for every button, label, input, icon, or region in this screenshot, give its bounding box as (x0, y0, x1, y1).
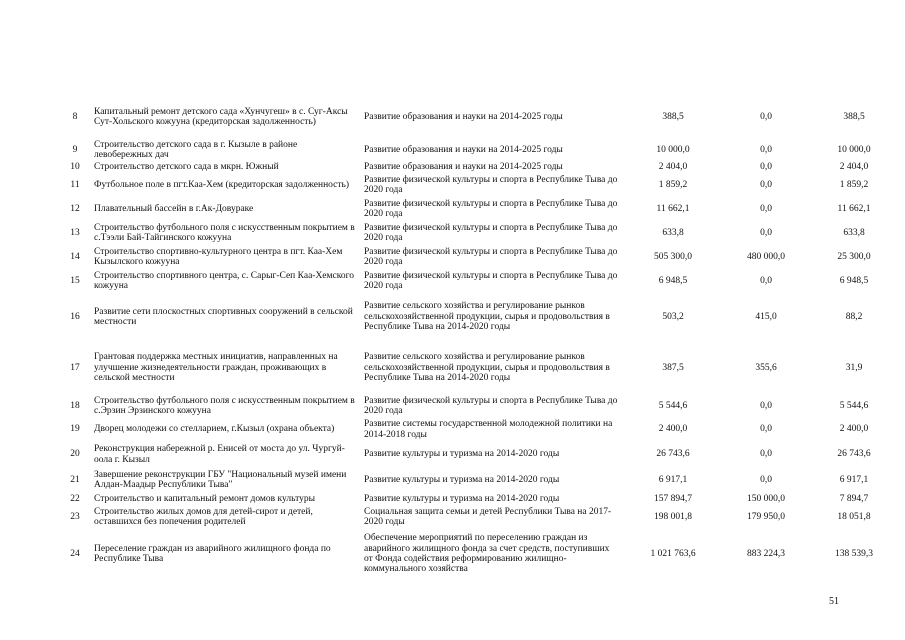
federal-amount: 0,0 (760, 227, 772, 238)
object-name: Футбольное поле в пгт.Каа-Хем (кредиторская задолженность) (94, 179, 350, 190)
federal-amount: 0,0 (760, 474, 772, 485)
republic-amount: 1 859,2 (839, 179, 869, 190)
table-row (60, 467, 898, 493)
program-name: Развитие культуры и туризма на 2014-2020 годы (364, 493, 560, 504)
program-name: Развитие культуры и туризма на 2014-2020 годы (364, 449, 560, 460)
total-amount: 5 544,6 (658, 400, 688, 411)
federal-amount: 150 000,0 (747, 493, 785, 504)
object-name: Строительство жилых домов для детей-сирот и детей, оставшихся без попечения родителей (94, 506, 313, 527)
row-number: 15 (70, 275, 80, 286)
program-name: Развитие образования и науки на 2014-2025 годы (364, 161, 563, 172)
table-row (60, 197, 898, 221)
program-name: Обеспечение мероприятий по переселению граждан из аварийного жилищного фонда за счет средств, поступивших от Фонда содействия реформированию жилищно-коммунального хозяйства (364, 533, 610, 575)
table-row (60, 341, 898, 395)
federal-amount: 0,0 (760, 275, 772, 286)
program-name: Развитие сельского хозяйства и регулирование рынков сельскохозяйственной продукции, сырья и продовольствия в Республике Тыва на 2014-2020 годы (364, 301, 610, 333)
total-amount: 157 894,7 (654, 493, 692, 504)
object-name: Строительство и капитальный ремонт домов культуры (94, 493, 315, 504)
program-name: Развитие физической культуры и спорта в Республике Тыва до 2020 года (364, 246, 618, 267)
object-name: Строительство спортивного центра, с. Сарыг-Сеп Каа-Хемского кожууна (94, 270, 355, 291)
objects-table-body (60, 95, 898, 579)
row-number: 13 (70, 227, 80, 238)
row-number: 20 (70, 449, 80, 460)
federal-amount: 0,0 (760, 179, 772, 190)
row-number: 9 (72, 144, 78, 155)
republic-amount: 26 743,6 (837, 449, 871, 460)
row-number: 19 (70, 424, 80, 435)
object-name: Развитие сети плоскостных спортивных сооружений в сельской местности (94, 306, 353, 327)
table-row (60, 139, 898, 161)
program-name: Развитие физической культуры и спорта в Республике Тыва до 2020 года (364, 270, 618, 291)
table-row (60, 417, 898, 442)
republic-amount: 88,2 (845, 311, 863, 322)
object-name: Строительство детского сада в г. Кызыле в районе левобережных дач (94, 139, 298, 160)
federal-amount: 0,0 (760, 424, 772, 435)
total-amount: 6 948,5 (658, 275, 688, 286)
total-amount: 11 662,1 (656, 203, 690, 214)
program-name: Развитие образования и науки на 2014-2025 годы (364, 111, 563, 122)
row-number: 10 (70, 161, 80, 172)
object-name: Реконструкция набережной р. Енисей от моста до ул. Чургуй-оола г. Кызыл (94, 444, 345, 465)
object-name: Капитальный ремонт детского сада «Хунчугеш» в с. Суг-Аксы Сут-Хольского кожууна (кредиторская задолженность) (94, 106, 348, 127)
object-name: Завершение реконструкции ГБУ "Национальный музей имени Алдан-Маадыр Республики Тыва" (94, 469, 347, 490)
page-number: 51 (829, 596, 839, 607)
object-name: Плавательный бассейн в г.Ак-Довураке (94, 203, 254, 214)
table-row (60, 173, 898, 197)
republic-amount: 5 544,6 (839, 400, 869, 411)
row-number: 14 (70, 251, 80, 262)
table-row (60, 221, 898, 245)
object-name: Грантовая поддержка местных инициатив, направленных на улучшение жизнедеятельности граждан, проживающих в сельской местности (94, 352, 338, 384)
republic-amount: 31,9 (845, 362, 863, 373)
object-name: Переселение граждан из аварийного жилищного фонда по Республике Тыва (94, 543, 331, 564)
row-number: 12 (70, 203, 80, 214)
republic-amount: 6 917,1 (839, 474, 869, 485)
row-number: 23 (70, 511, 80, 522)
federal-amount: 0,0 (760, 111, 772, 122)
table-row (60, 505, 898, 529)
federal-amount: 0,0 (760, 400, 772, 411)
program-name: Развитие физической культуры и спорта в Республике Тыва до 2020 года (364, 222, 618, 243)
total-amount: 2 400,0 (658, 424, 688, 435)
object-name: Строительство футбольного поля с искусственным покрытием в с.Тээли Бай-Тайгинского кожууна (94, 222, 355, 243)
table-row (60, 293, 898, 341)
total-amount: 503,2 (662, 311, 684, 322)
republic-amount: 18 051,8 (837, 511, 871, 522)
total-amount: 387,5 (662, 362, 684, 373)
program-name: Развитие сельского хозяйства и регулирование рынков сельскохозяйственной продукции, сырья и продовольствия в Республике Тыва на 2014-2020 годы (364, 352, 610, 384)
federal-amount: 0,0 (760, 161, 772, 172)
table-row (60, 493, 898, 505)
table-row (60, 395, 898, 417)
table-row (60, 529, 898, 579)
federal-amount: 179 950,0 (747, 511, 785, 522)
total-amount: 1 021 763,6 (650, 548, 696, 559)
program-name: Развитие физической культуры и спорта в Республике Тыва до 2020 года (364, 198, 618, 219)
federal-amount: 0,0 (760, 449, 772, 460)
republic-amount: 2 400,0 (839, 424, 869, 435)
program-name: Развитие физической культуры и спорта в Республике Тыва до 2020 года (364, 395, 618, 416)
republic-amount: 2 404,0 (839, 161, 869, 172)
table-row (60, 269, 898, 293)
row-number: 17 (70, 362, 80, 373)
republic-amount: 11 662,1 (837, 203, 871, 214)
program-name: Развитие образования и науки на 2014-2025 годы (364, 144, 563, 155)
total-amount: 10 000,0 (656, 144, 690, 155)
row-number: 24 (70, 548, 80, 559)
republic-amount: 6 948,5 (839, 275, 869, 286)
total-amount: 6 917,1 (658, 474, 688, 485)
object-name: Строительство детского сада в мкрн. Южный (94, 161, 279, 172)
federal-amount: 415,0 (755, 311, 777, 322)
table-row (60, 245, 898, 269)
total-amount: 198 001,8 (654, 511, 692, 522)
row-number: 21 (70, 474, 80, 485)
federal-amount: 0,0 (760, 144, 772, 155)
row-number: 8 (72, 111, 78, 122)
table-row (60, 442, 898, 467)
federal-amount: 883 224,3 (747, 548, 785, 559)
row-number: 11 (70, 179, 80, 190)
object-name: Дворец молодежи со стелларием, г.Кызыл (охрана объекта) (94, 424, 335, 435)
republic-amount: 388,5 (843, 111, 865, 122)
program-name: Развитие системы государственной молодежной политики на 2014-2018 годы (364, 419, 613, 440)
total-amount: 505 300,0 (654, 251, 692, 262)
total-amount: 633,8 (662, 227, 684, 238)
federal-amount: 0,0 (760, 203, 772, 214)
program-name: Социальная защита семьи и детей Республики Тыва на 2017-2020 годы (364, 506, 612, 527)
republic-amount: 25 300,0 (837, 251, 871, 262)
republic-amount: 10 000,0 (837, 144, 871, 155)
republic-amount: 633,8 (843, 227, 865, 238)
total-amount: 2 404,0 (658, 161, 688, 172)
table-row (60, 161, 898, 173)
total-amount: 26 743,6 (656, 449, 690, 460)
object-name: Строительство футбольного поля с искусственным покрытием в с.Эрзин Эрзинского кожууна (94, 395, 355, 416)
program-name: Развитие физической культуры и спорта в Республике Тыва до 2020 года (364, 174, 618, 195)
object-name: Строительство спортивно-культурного центра в пгт. Каа-Хем Кызылского кожууна (94, 246, 343, 267)
program-name: Развитие культуры и туризма на 2014-2020 годы (364, 474, 560, 485)
row-number: 22 (70, 493, 80, 504)
federal-amount: 355,6 (755, 362, 777, 373)
row-number: 18 (70, 400, 80, 411)
republic-amount: 7 894,7 (839, 493, 869, 504)
row-number: 16 (70, 311, 80, 322)
objects-table (60, 95, 898, 579)
table-row (60, 95, 898, 139)
federal-amount: 480 000,0 (747, 251, 785, 262)
total-amount: 1 859,2 (658, 179, 688, 190)
republic-amount: 138 539,3 (835, 548, 873, 559)
total-amount: 388,5 (662, 111, 684, 122)
